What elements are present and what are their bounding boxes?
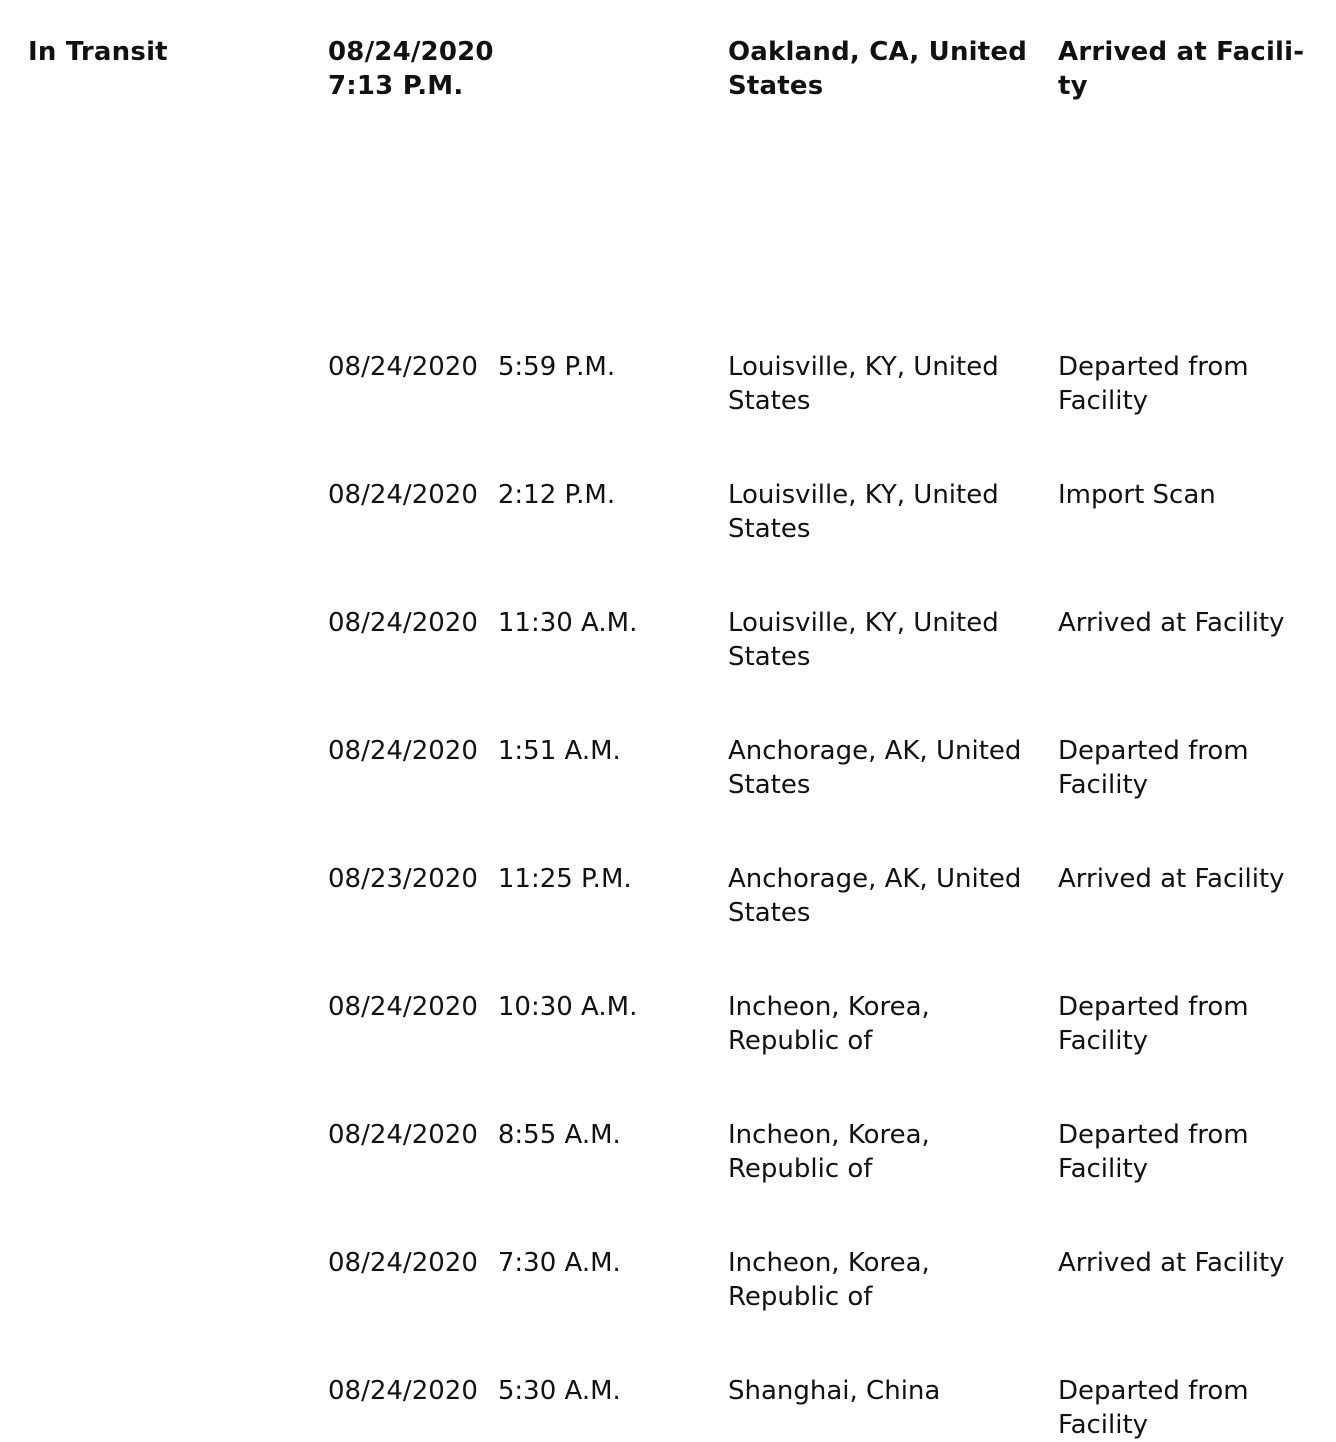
latest-datetime: [328, 35, 708, 103]
tracking-event-row: [0, 1188, 1336, 1440]
tracking-event-row: [0, 676, 1336, 928]
latest-date: 08/24/2020: [328, 37, 494, 67]
event-activity: Arrived at Facility: [1058, 864, 1285, 894]
tracking-event-row: [0, 292, 1336, 544]
event-activity: Arrived at Facility: [1058, 608, 1285, 638]
event-location: Louisville, KY, United States: [728, 608, 999, 672]
event-time: 10:30 A.M.: [497, 992, 638, 1022]
event-activity: Departed from Facility: [1058, 1120, 1249, 1184]
event-date: 08/24/2020: [328, 1248, 478, 1278]
event-activity: Departed from Facility: [1058, 352, 1249, 416]
event-activity: Arrived at Facility: [1058, 1248, 1285, 1278]
event-location: Louisville, KY, United States: [728, 352, 999, 416]
tracking-event-row: [0, 164, 1336, 416]
latest-location: Oakland, CA, United States: [728, 37, 1028, 101]
event-date: 08/24/2020: [328, 736, 478, 766]
event-time: 7:30 A.M.: [497, 1248, 621, 1278]
event-location: Anchorage, AK, United States: [728, 864, 1022, 928]
latest-time: 7:13 P.M.: [328, 71, 464, 101]
event-location: Shanghai, China: [728, 1376, 941, 1406]
tracking-event-row: [0, 1060, 1336, 1312]
event-date: 08/24/2020: [328, 1376, 478, 1406]
event-activity: Departed from Facility: [1058, 736, 1249, 800]
tracking-event-row: [0, 804, 1336, 1056]
event-date: 08/24/2020: [328, 1120, 478, 1150]
event-location: Incheon, Korea, Republic of: [728, 1120, 930, 1184]
event-time: 2:12 P.M.: [497, 480, 616, 510]
event-date: 08/24/2020: [328, 480, 478, 510]
event-time: 5:59 P.M.: [497, 352, 616, 382]
event-date: 08/23/2020: [328, 864, 478, 894]
tracking-event-row: [0, 548, 1336, 800]
tracking-event-row: [0, 932, 1336, 1184]
latest-status-row: [0, 0, 1336, 164]
event-location: Anchorage, AK, United States: [728, 736, 1022, 800]
event-location: Incheon, Korea, Republic of: [728, 1248, 930, 1312]
event-time: 5:30 A.M.: [497, 1376, 621, 1406]
event-location: Louisville, KY, United States: [728, 480, 999, 544]
event-date: 08/24/2020: [328, 608, 478, 638]
event-datetime: [328, 1374, 708, 1408]
status-label: In Transit: [28, 37, 168, 67]
event-activity: Import Scan: [1058, 480, 1216, 510]
event-location: Incheon, Korea, Republic of: [728, 992, 930, 1056]
event-time: 11:30 A.M.: [497, 608, 638, 638]
tracking-event-row: [0, 420, 1336, 672]
event-time: 8:55 A.M.: [497, 1120, 621, 1150]
event-time: 1:51 A.M.: [497, 736, 621, 766]
latest-activity: Arrived at Facili-ty: [1058, 37, 1305, 101]
event-date: 08/24/2020: [328, 352, 478, 382]
event-activity: Departed from Facility: [1058, 992, 1249, 1056]
event-time: 11:25 P.M.: [497, 864, 632, 894]
event-activity: Departed from Facility: [1058, 1376, 1249, 1440]
event-date: 08/24/2020: [328, 992, 478, 1022]
